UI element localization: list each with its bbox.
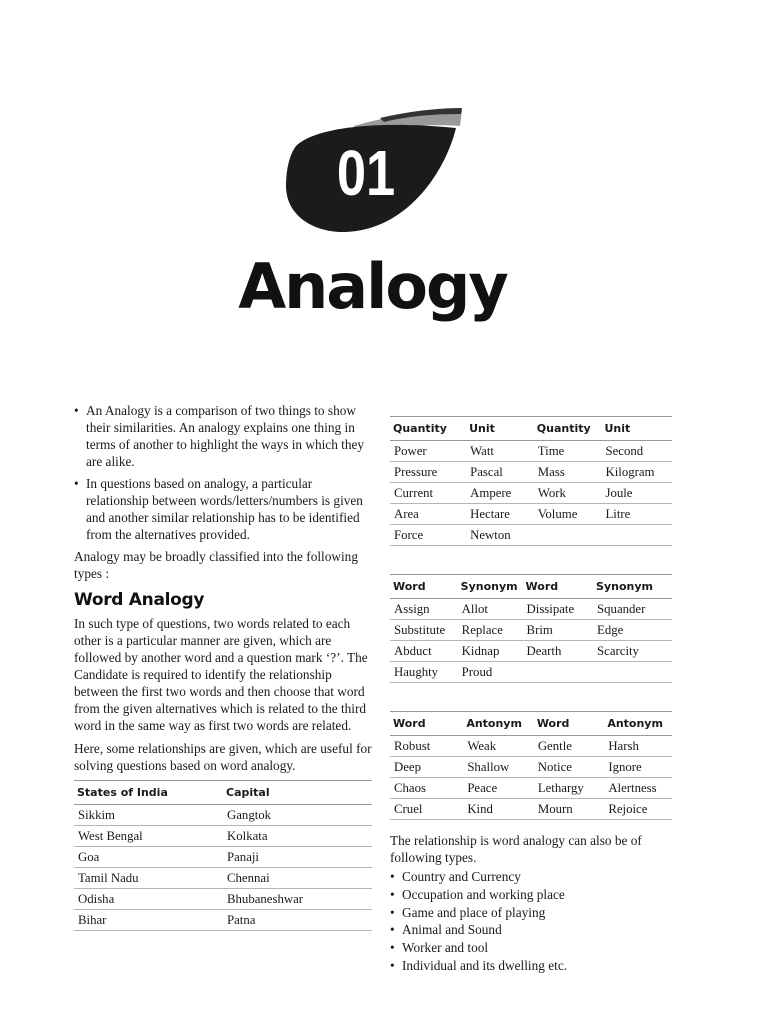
table-cell: Pressure <box>390 462 466 483</box>
chapter-title: Analogy <box>238 250 507 323</box>
table-row <box>390 525 672 546</box>
relationships-note: Here, some relationships are given, which are useful for solving questions based on word analogy. <box>74 741 372 773</box>
table-cell: Joule <box>601 483 672 504</box>
table-header: Word <box>390 575 458 599</box>
table-header: Word <box>523 575 594 599</box>
table-header: Antonym <box>604 712 672 736</box>
table-header: States of India <box>74 781 223 805</box>
intro-bullet: • An Analogy is a comparison of two things to show their similarities. An analogy explains one thing in terms of another to highlight the ways in which they are alike. <box>74 402 372 470</box>
table-cell <box>593 662 672 683</box>
table-row <box>390 757 672 778</box>
table-cell: Gentle <box>534 736 605 757</box>
table-cell: Lethargy <box>534 778 605 799</box>
table-cell: Allot <box>458 599 523 620</box>
intro-bullet: • In questions based on analogy, a particular relationship between words/letters/numbers is given and another similar relationship has to be identified from the alternatives provided. <box>74 475 372 543</box>
table-row <box>74 889 372 910</box>
synonym-table <box>390 574 672 683</box>
table-cell: Tamil Nadu <box>74 868 223 889</box>
table-cell: Current <box>390 483 466 504</box>
antonym-table <box>390 711 672 820</box>
table-cell: Peace <box>463 778 534 799</box>
table-header: Word <box>534 712 605 736</box>
table-cell: Proud <box>458 662 523 683</box>
table-row <box>390 462 672 483</box>
table-cell: Mourn <box>534 799 605 820</box>
table-cell: Assign <box>390 599 458 620</box>
chapter-number: 01 <box>336 137 396 209</box>
types-list <box>390 868 672 975</box>
table-cell: Alertness <box>604 778 672 799</box>
list-item: • Country and Currency <box>390 868 672 886</box>
units-table <box>390 416 672 546</box>
table-cell: Ignore <box>604 757 672 778</box>
table-cell: Watt <box>466 441 534 462</box>
table-row <box>390 778 672 799</box>
table-header: Unit <box>466 417 534 441</box>
table-row <box>74 910 372 931</box>
table-cell: Patna <box>223 910 372 931</box>
table-cell: Replace <box>458 620 523 641</box>
table-cell: Time <box>534 441 602 462</box>
table-cell: Goa <box>74 847 223 868</box>
table-cell <box>523 662 594 683</box>
spacer <box>390 820 672 832</box>
table-cell: Panaji <box>223 847 372 868</box>
states-capitals-table <box>74 780 372 931</box>
table-header: Word <box>390 712 463 736</box>
types-intro: The relationship is word analogy can also be of following types. <box>390 833 642 865</box>
table-header: Quantity <box>390 417 466 441</box>
table-cell: Kolkata <box>223 826 372 847</box>
left-column <box>74 402 372 931</box>
table-row <box>390 736 672 757</box>
right-column <box>390 416 672 975</box>
table-row <box>74 868 372 889</box>
table-cell: Area <box>390 504 466 525</box>
table-cell: Brim <box>523 620 594 641</box>
table-header: Antonym <box>463 712 534 736</box>
table-row <box>390 441 672 462</box>
table-cell: Litre <box>601 504 672 525</box>
table-row <box>390 799 672 820</box>
table-cell: Scarcity <box>593 641 672 662</box>
table-cell: Rejoice <box>604 799 672 820</box>
list-item: • Game and place of playing <box>390 904 672 922</box>
table-cell: Haughty <box>390 662 458 683</box>
list-item: • Individual and its dwelling etc. <box>390 957 672 975</box>
table-header: Unit <box>601 417 672 441</box>
list-item: • Occupation and working place <box>390 886 672 904</box>
table-header: Synonym <box>593 575 672 599</box>
table-cell: Cruel <box>390 799 463 820</box>
table-cell: Substitute <box>390 620 458 641</box>
table-cell: Dearth <box>523 641 594 662</box>
table-cell: Bhubaneshwar <box>223 889 372 910</box>
spacer <box>390 546 672 574</box>
table-row <box>74 805 372 826</box>
table-header: Synonym <box>458 575 523 599</box>
word-analogy-paragraph: In such type of questions, two words related to each other is a particular manner are given, which are followed by another word and a question mark ‘?’. The Candidate is required to identify the relationship between the first two words and then choose that word from the given alternatives which is related to the third word in the same way as first two words are related. <box>74 616 368 733</box>
table-cell <box>534 525 602 546</box>
table-cell: Second <box>601 441 672 462</box>
classification-text: Analogy may be broadly classified into the following types : <box>74 549 358 581</box>
table-cell: Work <box>534 483 602 504</box>
table-cell: Mass <box>534 462 602 483</box>
table-row <box>390 662 672 683</box>
table-cell: Bihar <box>74 910 223 931</box>
table-row <box>390 641 672 662</box>
table-header: Quantity <box>534 417 602 441</box>
table-cell: Sikkim <box>74 805 223 826</box>
table-cell: Newton <box>466 525 534 546</box>
table-row <box>390 504 672 525</box>
table-row <box>390 599 672 620</box>
table-cell <box>601 525 672 546</box>
table-header: Capital <box>223 781 372 805</box>
table-cell: Kind <box>463 799 534 820</box>
table-cell: Notice <box>534 757 605 778</box>
table-cell: Force <box>390 525 466 546</box>
table-cell: Pascal <box>466 462 534 483</box>
table-cell: Ampere <box>466 483 534 504</box>
table-cell: Chennai <box>223 868 372 889</box>
table-cell: Kilogram <box>601 462 672 483</box>
table-cell: Deep <box>390 757 463 778</box>
table-row <box>74 826 372 847</box>
spacer <box>390 683 672 711</box>
table-cell: Weak <box>463 736 534 757</box>
table-cell: Kidnap <box>458 641 523 662</box>
section-heading-word-analogy: Word Analogy <box>74 590 205 610</box>
table-cell: Hectare <box>466 504 534 525</box>
table-cell: Abduct <box>390 641 458 662</box>
table-row <box>390 483 672 504</box>
table-row <box>74 847 372 868</box>
table-cell: Squander <box>593 599 672 620</box>
list-item: • Worker and tool <box>390 939 672 957</box>
table-cell: Power <box>390 441 466 462</box>
table-cell: Odisha <box>74 889 223 910</box>
table-cell: Volume <box>534 504 602 525</box>
table-cell: Chaos <box>390 778 463 799</box>
list-item: • Animal and Sound <box>390 921 672 939</box>
table-cell: Gangtok <box>223 805 372 826</box>
table-cell: Robust <box>390 736 463 757</box>
table-cell: Harsh <box>604 736 672 757</box>
table-cell: West Bengal <box>74 826 223 847</box>
intro-bullet-list <box>74 402 372 543</box>
table-cell: Dissipate <box>523 599 594 620</box>
table-row <box>390 620 672 641</box>
table-cell: Edge <box>593 620 672 641</box>
table-cell: Shallow <box>463 757 534 778</box>
